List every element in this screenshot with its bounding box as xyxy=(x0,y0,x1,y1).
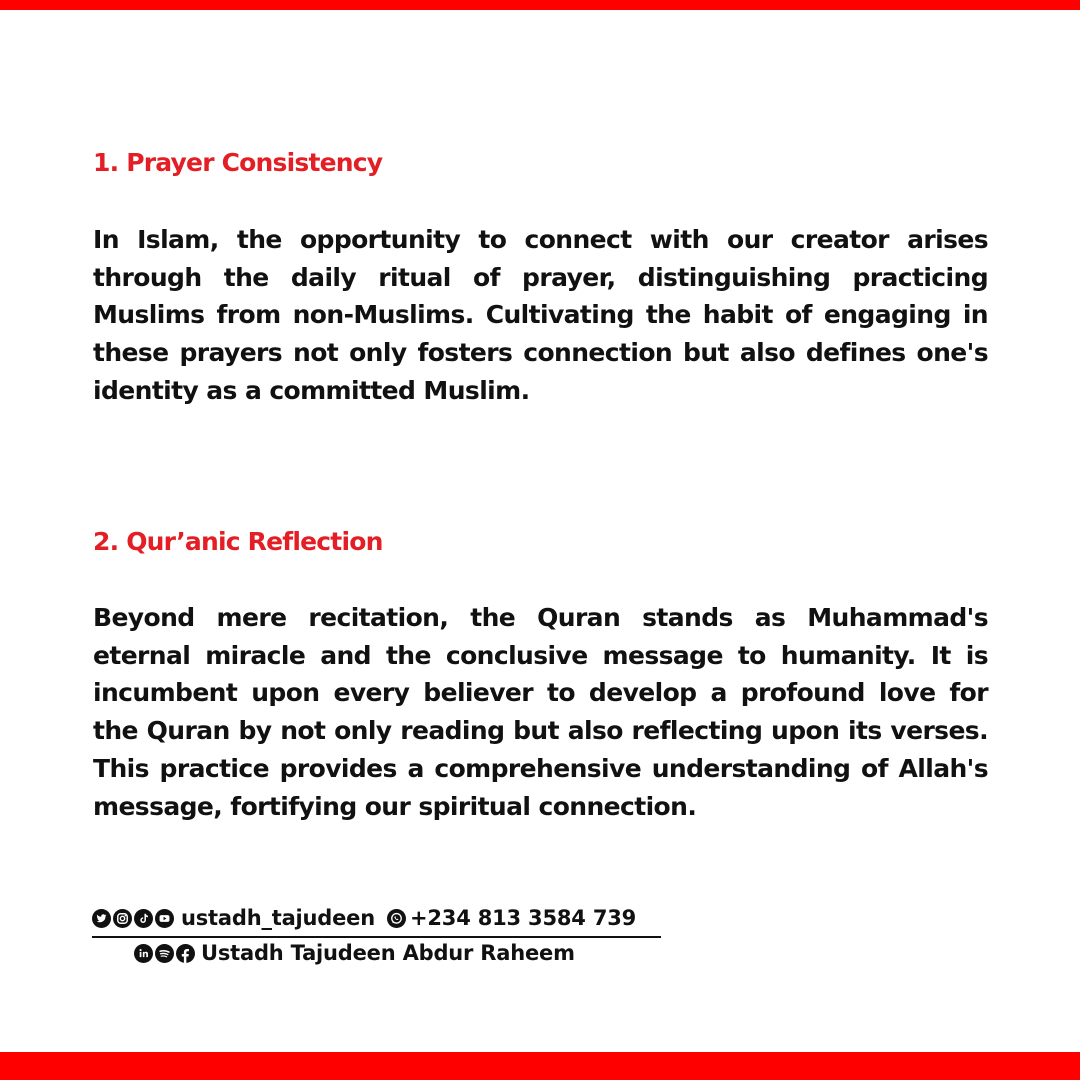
twitter-icon[interactable] xyxy=(92,909,111,928)
social-footer xyxy=(92,903,672,973)
author-name: Ustadh Tajudeen Abdur Raheem xyxy=(201,941,575,965)
section-2-body: Beyond mere recitation, the Quran stands as Muhammad's eternal miracle and the conclusive message to humanity. It is incumbent upon every believer to develop a profound love for the Quran by not only reading but also reflecting upon its verses. This practice provides a comprehensive understanding of Allah's message, fortifying our spiritual connection. xyxy=(93,603,988,821)
footer-handle-row xyxy=(92,903,636,933)
phone-number: +234 813 3584 739 xyxy=(409,906,637,930)
whatsapp-icon[interactable] xyxy=(387,909,406,928)
section-1-body: In Islam, the opportunity to connect with our creator arises through the daily ritual of prayer, distinguishing practicing Muslims from non-Muslims. Cultivating the habit of engaging in these prayers not only fosters connection but also defines one's identity as a committed Muslim. xyxy=(93,225,988,405)
spotify-icon[interactable] xyxy=(155,944,174,963)
facebook-icon[interactable] xyxy=(176,944,195,963)
top-accent-bar xyxy=(0,0,1080,10)
linkedin-icon[interactable] xyxy=(134,944,153,963)
section-2-heading: 2. Qur’anic Reflection xyxy=(93,527,383,556)
tiktok-icon[interactable] xyxy=(134,909,153,928)
footer-name-row xyxy=(134,938,575,968)
social-handle: ustadh_tajudeen xyxy=(181,906,375,930)
bottom-accent-bar xyxy=(0,1052,1080,1080)
section-1-heading: 1. Prayer Consistency xyxy=(93,148,383,177)
instagram-icon[interactable] xyxy=(113,909,132,928)
youtube-icon[interactable] xyxy=(155,909,174,928)
